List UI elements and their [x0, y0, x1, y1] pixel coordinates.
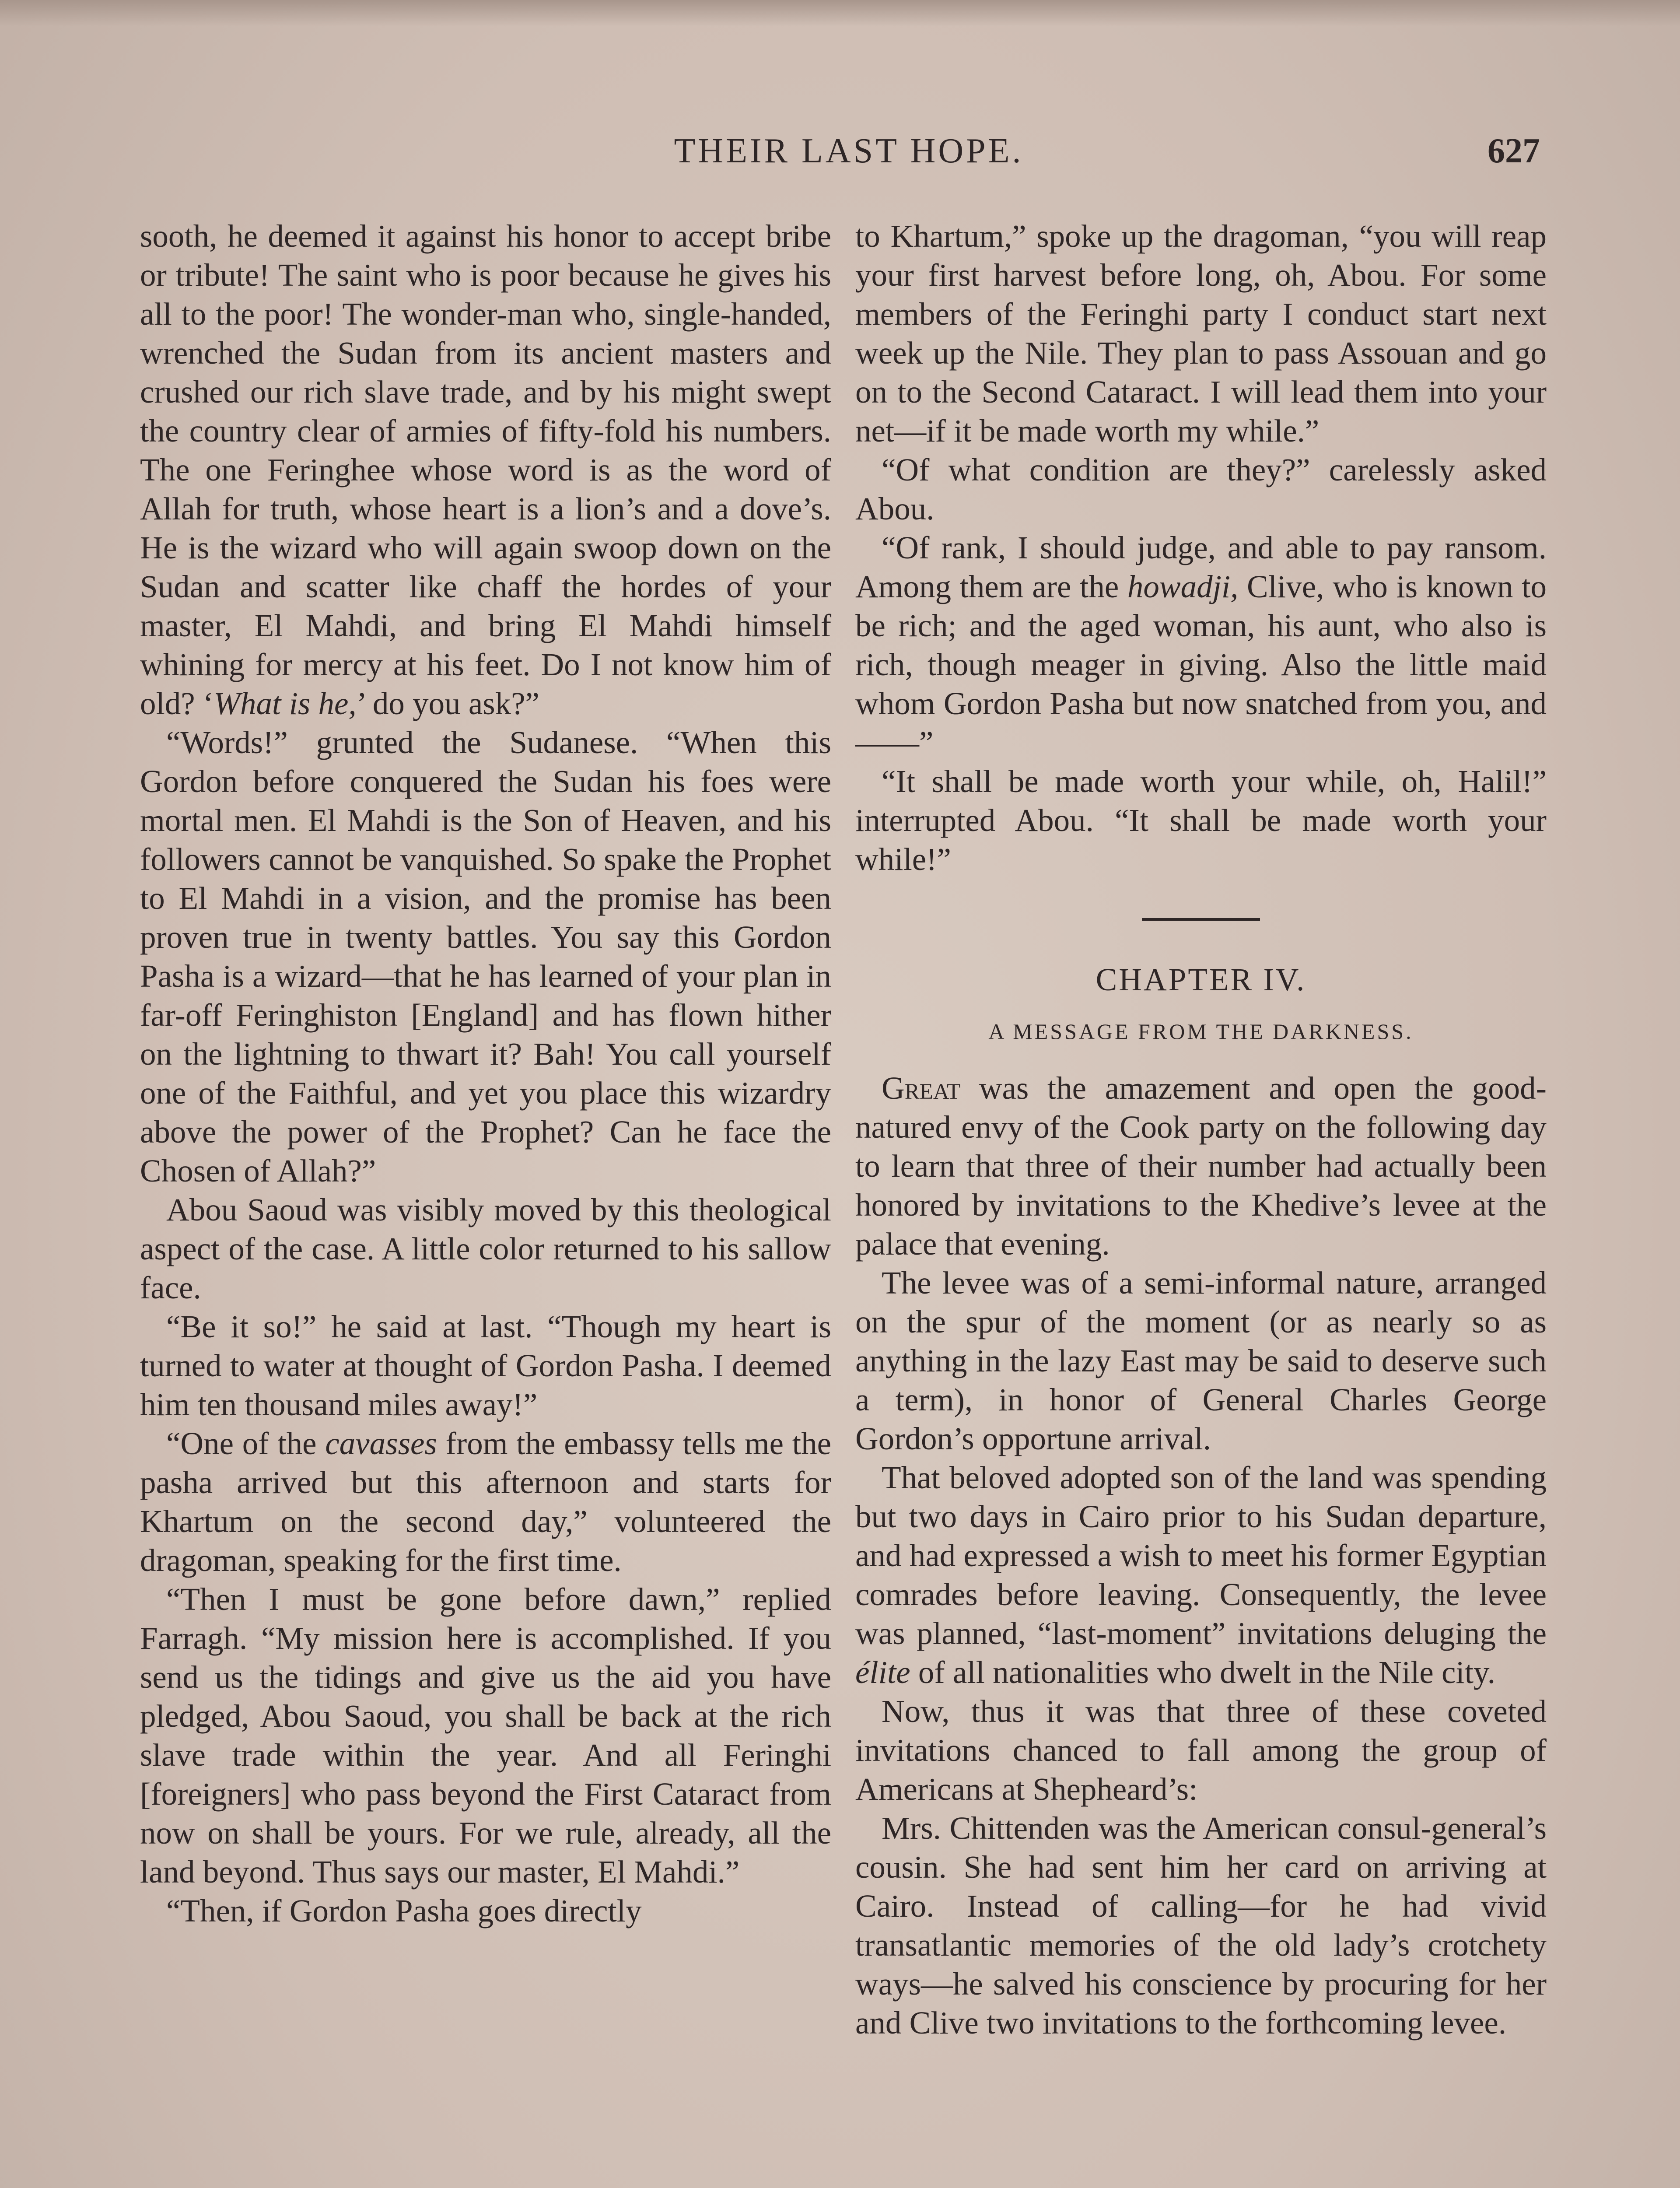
- paragraph: “Be it so!” he said at last. “Though my heart is turned to water at thought of Gordon Pasha. I deemed him ten thousand miles away!”: [140, 1309, 831, 1422]
- paragraph: “One of the cavasses from the embassy tells me the pasha arrived but this afternoon and starts for Khartum on the second day,” volunteered the dragoman, speaking for the first time.: [140, 1426, 831, 1578]
- paragraph: “Of what condition are they?” carelessly asked Abou.: [855, 452, 1547, 526]
- paragraph: Now, thus it was that three of these coveted invitations chanced to fall among the group of Americans at Shepheard’s:: [855, 1694, 1547, 1807]
- chapter-subtitle: A MESSAGE FROM THE DARKNESS.: [988, 1019, 1414, 1044]
- paragraph: Great was the amazement and open the good-natured envy of the Cook party on the following day to learn that three of their number had actually been honored by invitations to the Khedive’s levee at the palace that evening.: [855, 1070, 1547, 1262]
- paragraph: That beloved adopted son of the land was spending but two days in Cairo prior to his Sudan departure, and had expressed a wish to meet his former Egyptian comrades before leaving. Consequently, the levee was planned, “last-moment” invitations deluging the élite of all nationalities who dwelt in the Nile city.: [855, 1460, 1547, 1690]
- paragraph: The levee was of a semi-informal nature, arranged on the spur of the moment (or as nearly so as anything in the lazy East may be said to deserve such a term), in honor of General Charles George Gordon’s opportune arrival.: [855, 1265, 1547, 1456]
- page-edge-shadow-top: [0, 0, 1680, 26]
- paragraph: “Then, if Gordon Pasha goes directly: [166, 1893, 642, 1929]
- left-column: [140, 217, 831, 1930]
- paragraph: Mrs. Chittenden was the American consul-general’s cousin. She had sent him her card on arriving at Cairo. Instead of calling—for he had vivid transatlantic memories of the old lady’s crotchety ways—he salved his conscience by procuring for her and Clive two invitations to the forthcoming levee.: [855, 1810, 1547, 2041]
- paragraph: “Of rank, I should judge, and able to pay ransom. Among them are the howadji, Clive, who is known to be rich; and the aged woman, his aunt, who also is rich, though meager in giving. Also the little maid whom Gordon Pasha but now snatched from you, and——”: [855, 530, 1547, 760]
- paragraph: “It shall be made worth your while, oh, Halil!” interrupted Abou. “It shall be made worth your while!”: [855, 764, 1547, 877]
- paragraph: sooth, he deemed it against his honor to accept bribe or tribute! The saint who is poor because he gives his all to the poor! The wonder-man who, single-handed, wrenched the Sudan from its ancient masters and crushed our rich slave trade, and by his might swept the country clear of armies of fifty-fold his numbers. The one Feringhee whose word is as the word of Allah for truth, whose heart is a lion’s and a dove’s. He is the wizard who will again swoop down on the Sudan and scatter like chaff the hordes of your master, El Mahdi, and bring El Mahdi himself whining for mercy at his feet. Do I not know him of old? ‘What is he,’ do you ask?”: [140, 218, 831, 721]
- right-column: [855, 217, 1547, 2042]
- section-divider: [1142, 918, 1260, 921]
- paragraph: to Khartum,” spoke up the dragoman, “you will reap your first harvest before long, oh, Abou. For some members of the Feringhi party I conduct start next week up the Nile. They plan to pass Assouan and go on to the Second Cataract. I will lead them into your net—if it be made worth my while.”: [855, 218, 1547, 449]
- page-number: 627: [1488, 132, 1540, 170]
- paragraph: “Words!” grunted the Sudanese. “When this Gordon before conquered the Sudan his foes were mortal men. El Mahdi is the Son of Heaven, and his followers cannot be vanquished. So spake the Prophet to El Mahdi in a vision, and the promise has been proven true in twenty battles. You say this Gordon Pasha is a wizard—that he has learned of your plan in far-off Feringhiston [England] and has flown hither on the lightning to thwart it? Bah! You call yourself one of the Faithful, and yet you place this wizardry above the power of the Prophet? Can he face the Chosen of Allah?”: [140, 725, 831, 1189]
- running-head: THEIR LAST HOPE.: [674, 132, 1024, 170]
- paragraph: Abou Saoud was visibly moved by this theological aspect of the case. A little color returned to his sallow face.: [140, 1192, 831, 1305]
- paragraph: “Then I must be gone before dawn,” replied Farragh. “My mission here is accomplished. If you send us the tidings and give us the aid you have pledged, Abou Saoud, you shall be back at the rich slave trade within the year. And all Feringhi [foreigners] who pass beyond the First Cataract from now on shall be yours. For we rule, already, all the land beyond. Thus says our master, El Mahdi.”: [140, 1581, 831, 1890]
- chapter-heading: CHAPTER IV.: [1096, 962, 1306, 997]
